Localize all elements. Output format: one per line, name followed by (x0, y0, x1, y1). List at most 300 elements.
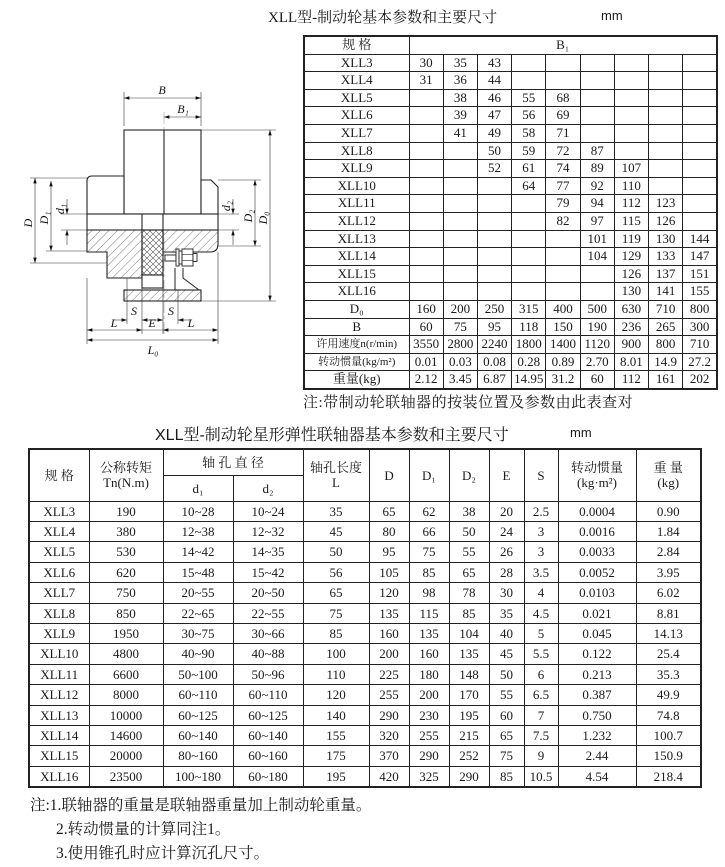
table-row (29, 542, 701, 562)
value-cell: 31.2 (546, 371, 580, 389)
value-cell: 3 (524, 521, 558, 541)
value-cell: 0.0004 (558, 501, 636, 521)
row-label-cell: XLL9 (29, 623, 89, 643)
header-d2: d₂ (233, 475, 303, 501)
row-label-cell: XLL5 (304, 89, 409, 107)
row-label-cell: XLL16 (304, 283, 409, 301)
value-cell: 150 (546, 318, 580, 336)
value-cell: 75 (489, 746, 524, 766)
value-cell: 161 (649, 371, 683, 389)
value-cell: 98 (409, 583, 449, 603)
header-bore-length-line2: L (332, 475, 340, 491)
value-cell: 94 (580, 195, 614, 213)
value-cell: 60 (580, 371, 614, 389)
value-cell: 10.5 (524, 766, 558, 787)
value-cell: 60~125 (163, 705, 233, 725)
value-cell (649, 107, 683, 125)
value-cell: 200 (409, 685, 449, 705)
row-label-cell: XLL5 (29, 542, 89, 562)
value-cell (443, 283, 477, 301)
value-cell (580, 54, 614, 72)
value-cell: 75 (443, 318, 477, 336)
value-cell: 150.9 (636, 746, 701, 766)
row-label-cell: XLL16 (29, 766, 89, 787)
value-cell: 1400 (546, 336, 580, 354)
header-weight (636, 449, 701, 501)
value-cell: 147 (683, 248, 717, 266)
value-cell (512, 265, 546, 283)
value-cell: 23500 (89, 766, 163, 787)
value-cell: 39 (443, 107, 477, 125)
table-row (304, 142, 717, 160)
value-cell (683, 54, 717, 72)
table-row (304, 283, 717, 301)
value-cell: 74 (546, 160, 580, 178)
value-cell (614, 54, 648, 72)
value-cell: 8.81 (636, 603, 701, 623)
table-row (29, 562, 701, 582)
row-label-cell: XLL6 (304, 107, 409, 125)
value-cell (443, 195, 477, 213)
value-cell: 75 (409, 542, 449, 562)
value-cell (477, 283, 511, 301)
value-cell: 14.95 (512, 371, 546, 389)
value-cell: 0.750 (558, 705, 636, 725)
row-label-cell: XLL3 (304, 54, 409, 72)
coupling-technical-drawing (15, 78, 305, 368)
header-bore-length (303, 449, 369, 501)
table-row (304, 265, 717, 283)
value-cell: 160 (409, 644, 449, 664)
value-cell (649, 142, 683, 160)
value-cell: 60 (489, 705, 524, 725)
value-cell: 0.021 (558, 603, 636, 623)
row-label-cell: 转动惯量(kg/m²) (304, 353, 409, 371)
value-cell: 0.01 (409, 353, 443, 371)
value-cell: 112 (614, 371, 648, 389)
header-D: D (369, 449, 409, 501)
value-cell: 44 (477, 72, 511, 90)
value-cell (443, 212, 477, 230)
value-cell (580, 265, 614, 283)
value-cell: 325 (409, 766, 449, 787)
value-cell: 61 (512, 160, 546, 178)
value-cell: 50 (477, 142, 511, 160)
value-cell: 112 (614, 195, 648, 213)
value-cell: 55 (449, 542, 489, 562)
value-cell: 0.213 (558, 664, 636, 684)
value-cell: 5 (524, 623, 558, 643)
value-cell: 52 (477, 160, 511, 178)
value-cell (409, 230, 443, 248)
header-torque-line1: 公称转矩 (99, 460, 152, 476)
value-cell: 155 (303, 725, 369, 745)
value-cell: 115 (614, 212, 648, 230)
value-cell (649, 160, 683, 178)
value-cell: 1.84 (636, 521, 701, 541)
header-weight-line2: (kg) (657, 475, 680, 491)
value-cell: 49 (477, 124, 511, 142)
value-cell: 6 (524, 664, 558, 684)
value-cell: 7 (524, 705, 558, 725)
header-inertia-line2: (kg·m²) (577, 475, 618, 491)
value-cell: 1.232 (558, 725, 636, 745)
value-cell: 31 (409, 72, 443, 90)
value-cell: 120 (303, 685, 369, 705)
table-row (304, 195, 717, 213)
value-cell (614, 72, 648, 90)
value-cell (512, 283, 546, 301)
value-cell: 800 (683, 300, 717, 318)
value-cell (683, 72, 717, 90)
value-cell: 2.84 (636, 542, 701, 562)
value-cell: 2800 (443, 336, 477, 354)
value-cell: 64 (512, 177, 546, 195)
value-cell: 4800 (89, 644, 163, 664)
value-cell (443, 230, 477, 248)
value-cell: 4.5 (524, 603, 558, 623)
dim-label-E: E (148, 316, 156, 330)
value-cell (683, 195, 717, 213)
value-cell: 255 (409, 725, 449, 745)
value-cell: 148 (449, 664, 489, 684)
value-cell: 230 (409, 705, 449, 725)
value-cell: 0.08 (477, 353, 511, 371)
value-cell: 71 (546, 124, 580, 142)
value-cell: 72 (546, 142, 580, 160)
coupling-table-title: XLL型-制动轮星形弹性联轴器基本参数和主要尺寸 (155, 427, 509, 444)
value-cell: 200 (369, 644, 409, 664)
brake-wheel-table-title: XLL型-制动轮基本参数和主要尺寸 (268, 10, 498, 26)
value-cell: 69 (546, 107, 580, 125)
value-cell: 315 (512, 300, 546, 318)
table-row (29, 521, 701, 541)
value-cell (580, 124, 614, 142)
value-cell: 55 (489, 685, 524, 705)
value-cell: 710 (649, 300, 683, 318)
value-cell: 20~50 (233, 583, 303, 603)
value-cell (512, 248, 546, 266)
table-row (304, 248, 717, 266)
value-cell: 3.95 (636, 562, 701, 582)
value-cell (580, 72, 614, 90)
value-cell: 530 (89, 542, 163, 562)
value-cell: 60~125 (233, 705, 303, 725)
value-cell: 137 (649, 265, 683, 283)
header-torque-line2: Tn(N.m) (103, 475, 149, 491)
value-cell: 50 (449, 521, 489, 541)
header-E: E (489, 449, 524, 501)
value-cell: 200 (443, 300, 477, 318)
value-cell: 50 (303, 542, 369, 562)
value-cell: 104 (580, 248, 614, 266)
value-cell: 3550 (409, 336, 443, 354)
value-cell: 14~35 (233, 542, 303, 562)
value-cell (477, 265, 511, 283)
value-cell: 129 (614, 248, 648, 266)
value-cell: 115 (409, 603, 449, 623)
table-row (304, 230, 717, 248)
coupling-parameters-table (28, 448, 702, 788)
value-cell: 620 (89, 562, 163, 582)
value-cell: 25.4 (636, 644, 701, 664)
value-cell: 0.89 (546, 353, 580, 371)
value-cell (546, 54, 580, 72)
value-cell: 27.2 (683, 353, 717, 371)
value-cell: 43 (477, 54, 511, 72)
value-cell: 180 (409, 664, 449, 684)
value-cell: 12~38 (163, 521, 233, 541)
value-cell: 1950 (89, 623, 163, 643)
value-cell: 47 (477, 107, 511, 125)
header-D1: D₁ (409, 449, 449, 501)
value-cell: 2.12 (409, 371, 443, 389)
table-row (29, 725, 701, 745)
dim-label-D2: D₂ (241, 209, 255, 223)
value-cell: 40~88 (233, 644, 303, 664)
value-cell (443, 265, 477, 283)
value-cell: 710 (683, 336, 717, 354)
value-cell: 155 (683, 283, 717, 301)
value-cell: 10000 (89, 705, 163, 725)
value-cell: 55 (512, 89, 546, 107)
row-label-cell: XLL13 (29, 705, 89, 725)
value-cell: 10~28 (163, 501, 233, 521)
value-cell: 82 (546, 212, 580, 230)
value-cell (512, 54, 546, 72)
value-cell: 78 (449, 583, 489, 603)
value-cell: 2.44 (558, 746, 636, 766)
table-row (29, 766, 701, 787)
value-cell (546, 283, 580, 301)
value-cell: 58 (512, 124, 546, 142)
value-cell: 170 (449, 685, 489, 705)
value-cell: 35 (443, 54, 477, 72)
value-cell: 30~66 (233, 623, 303, 643)
value-cell (409, 195, 443, 213)
header-weight-line1: 重 量 (653, 460, 683, 476)
value-cell: 92 (580, 177, 614, 195)
value-cell: 10~24 (233, 501, 303, 521)
value-cell: 300 (683, 318, 717, 336)
value-cell: 126 (614, 265, 648, 283)
value-cell: 97 (580, 212, 614, 230)
value-cell: 195 (303, 766, 369, 787)
value-cell: 0.122 (558, 644, 636, 664)
row-label-cell: B (304, 318, 409, 336)
header-bore-length-line1: 轴孔长度 (310, 460, 363, 476)
value-cell: 0.90 (636, 501, 701, 521)
value-cell: 160 (369, 623, 409, 643)
value-cell (409, 265, 443, 283)
value-cell: 45 (303, 521, 369, 541)
table-row (304, 212, 717, 230)
value-cell: 0.045 (558, 623, 636, 643)
value-cell: 8000 (89, 685, 163, 705)
table-row (29, 685, 701, 705)
value-cell: 95 (477, 318, 511, 336)
value-cell: 190 (89, 501, 163, 521)
value-cell: 250 (477, 300, 511, 318)
footnote-1: 注:1.联轴器的重量是联轴器重量加上制动轮重量。 (30, 797, 372, 814)
value-cell (546, 72, 580, 90)
value-cell: 60~180 (233, 766, 303, 787)
dim-label-L-right: L (187, 316, 195, 330)
value-cell: 74.8 (636, 705, 701, 725)
value-cell (614, 124, 648, 142)
value-cell: 49.9 (636, 685, 701, 705)
value-cell: 65 (489, 725, 524, 745)
table-header-row (29, 449, 701, 475)
value-cell (409, 89, 443, 107)
row-label-cell: XLL11 (29, 664, 89, 684)
row-label-cell: XLL3 (29, 501, 89, 521)
value-cell: 290 (409, 746, 449, 766)
value-cell: 30 (489, 583, 524, 603)
value-cell: 100 (303, 644, 369, 664)
value-cell: 9 (524, 746, 558, 766)
value-cell: 65 (449, 562, 489, 582)
value-cell: 68 (546, 89, 580, 107)
value-cell: 89 (580, 160, 614, 178)
value-cell: 104 (449, 623, 489, 643)
value-cell (683, 124, 717, 142)
value-cell (546, 248, 580, 266)
value-cell: 151 (683, 265, 717, 283)
value-cell: 0.03 (443, 353, 477, 371)
value-cell (477, 230, 511, 248)
value-cell: 65 (303, 583, 369, 603)
dim-label-B1: B₁ (177, 102, 189, 116)
value-cell: 290 (369, 705, 409, 725)
table-row (29, 664, 701, 684)
value-cell: 3.5 (524, 562, 558, 582)
value-cell (683, 107, 717, 125)
row-label-cell: XLL13 (304, 230, 409, 248)
value-cell (409, 142, 443, 160)
value-cell: 38 (449, 501, 489, 521)
value-cell (512, 230, 546, 248)
value-cell: 50~100 (163, 664, 233, 684)
value-cell: 255 (369, 685, 409, 705)
table-row (304, 107, 717, 125)
value-cell (512, 195, 546, 213)
row-label-cell: XLL7 (29, 583, 89, 603)
value-cell: 0.0033 (558, 542, 636, 562)
value-cell: 95 (369, 542, 409, 562)
value-cell: 225 (369, 664, 409, 684)
header-bore-diameter: 轴 孔 直 径 (163, 449, 303, 475)
value-cell: 6.5 (524, 685, 558, 705)
value-cell: 2.70 (580, 353, 614, 371)
value-cell: 320 (369, 725, 409, 745)
value-cell: 15~42 (233, 562, 303, 582)
value-cell: 60~140 (233, 725, 303, 745)
dim-label-S-left: S (131, 304, 137, 318)
header-spec: 规 格 (29, 449, 89, 501)
value-cell: 290 (449, 766, 489, 787)
dim-label-D0: D₀ (256, 211, 270, 225)
value-cell (409, 177, 443, 195)
row-label-cell: D₀ (304, 300, 409, 318)
value-cell: 28 (489, 562, 524, 582)
value-cell: 30 (409, 54, 443, 72)
value-cell: 2.5 (524, 501, 558, 521)
value-cell: 130 (649, 230, 683, 248)
value-cell: 144 (683, 230, 717, 248)
value-cell: 101 (580, 230, 614, 248)
value-cell: 202 (683, 371, 717, 389)
footnote-3: 3.使用锥孔时应计算沉孔尺寸。 (56, 845, 270, 862)
value-cell: 7.5 (524, 725, 558, 745)
value-cell: 45 (489, 644, 524, 664)
value-cell: 46 (477, 89, 511, 107)
dim-label-L-left: L (110, 316, 118, 330)
value-cell (614, 89, 648, 107)
value-cell: 35.3 (636, 664, 701, 684)
value-cell: 24 (489, 521, 524, 541)
table-row (29, 501, 701, 521)
value-cell: 41 (443, 124, 477, 142)
value-cell (409, 124, 443, 142)
value-cell: 400 (546, 300, 580, 318)
value-cell (409, 160, 443, 178)
row-label-cell: 许用速度n(r/min) (304, 336, 409, 354)
value-cell: 22~65 (163, 603, 233, 623)
row-label-cell: XLL15 (304, 265, 409, 283)
value-cell (477, 248, 511, 266)
value-cell: 195 (449, 705, 489, 725)
dim-label-L0: L₀ (147, 343, 159, 357)
coupling-table-unit: mm (570, 425, 592, 440)
value-cell: 38 (443, 89, 477, 107)
table-row (29, 746, 701, 766)
value-cell: 190 (580, 318, 614, 336)
row-label-cell: XLL8 (29, 603, 89, 623)
value-cell: 135 (449, 644, 489, 664)
value-cell: 100.7 (636, 725, 701, 745)
value-cell: 123 (649, 195, 683, 213)
row-label-cell: XLL4 (29, 521, 89, 541)
value-cell: 135 (409, 623, 449, 643)
value-cell (512, 72, 546, 90)
value-cell: 75 (303, 603, 369, 623)
value-cell: 79 (546, 195, 580, 213)
value-cell: 14600 (89, 725, 163, 745)
value-cell: 14.13 (636, 623, 701, 643)
value-cell (477, 212, 511, 230)
row-label-cell: XLL12 (29, 685, 89, 705)
value-cell (649, 72, 683, 90)
value-cell (512, 212, 546, 230)
value-cell: 500 (580, 300, 614, 318)
value-cell: 140 (303, 705, 369, 725)
value-cell (409, 248, 443, 266)
value-cell (649, 124, 683, 142)
value-cell: 60~160 (233, 746, 303, 766)
value-cell (443, 160, 477, 178)
value-cell: 141 (649, 283, 683, 301)
value-cell (649, 54, 683, 72)
table-row (304, 353, 717, 371)
table-header-row (304, 36, 717, 54)
dim-label-d2: d₂ (219, 200, 233, 212)
value-cell: 107 (614, 160, 648, 178)
value-cell: 6.02 (636, 583, 701, 603)
header-d1: d₁ (163, 475, 233, 501)
value-cell (409, 283, 443, 301)
row-label-cell: XLL8 (304, 142, 409, 160)
